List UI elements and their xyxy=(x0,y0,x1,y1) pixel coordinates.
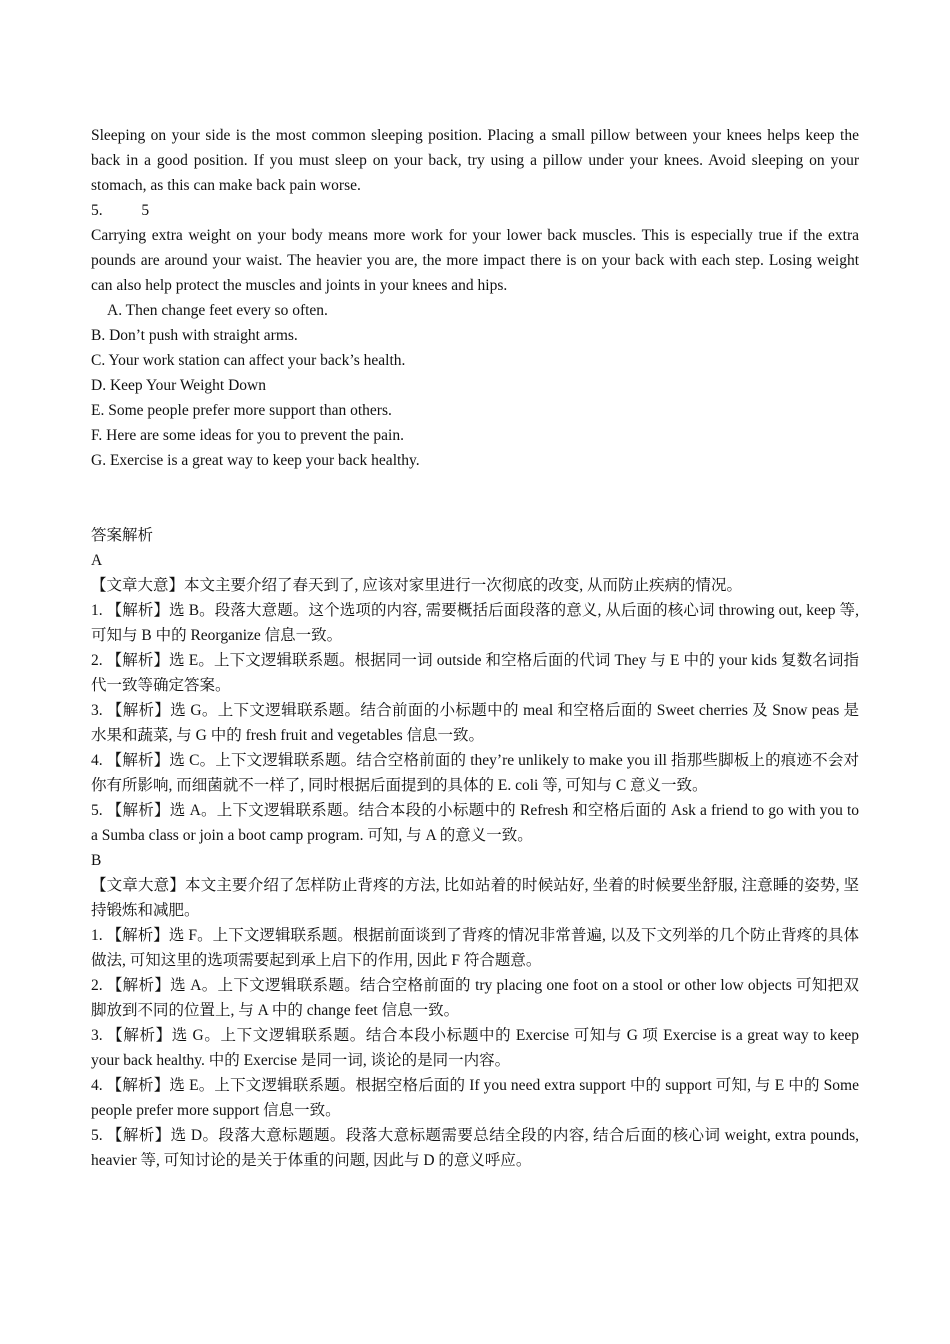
document-content xyxy=(91,123,859,1173)
section-b-answer-3: 3. 【解析】选 G。上下文逻辑联系题。结合本段小标题中的 Exercise 可知与 G 项 Exercise is a great way to keep your back healthy. 中的 Exercise 是同一词, 谈论的是同一内容。 xyxy=(91,1027,859,1069)
option-b: B. Don’t push with straight arms. xyxy=(91,327,298,344)
section-b-answer-2: 2. 【解析】选 A。上下文逻辑联系题。结合空格前面的 try placing one foot on a stool or other low objects 可知把双脚放到不同的位置上, 与 A 中的 change feet 信息一致。 xyxy=(91,977,859,1019)
section-a-answer-2: 2. 【解析】选 E。上下文逻辑联系题。根据同一词 outside 和空格后面的代词 They 与 E 中的 your kids 复数名词指代一致等确定答案。 xyxy=(91,652,859,694)
option-c: C. Your work station can affect your back’s health. xyxy=(91,352,406,369)
section-a-answer-3: 3. 【解析】选 G。上下文逻辑联系题。结合前面的小标题中的 meal 和空格后面的 Sweet cherries 及 Snow peas 是水果和蔬菜, 与 G 中的 fresh fruit and vegetables 信息一致。 xyxy=(91,702,859,744)
section-a-answer-4: 4. 【解析】选 C。上下文逻辑联系题。结合空格前面的 they’re unlikely to make you ill 指那些脚板上的痕迹不会对你有所影响, 而细菌就不一样了, 同时根据后面提到的具体的 E. coli 等, 可知与 C 意义一致。 xyxy=(91,752,859,794)
option-d: D. Keep Your Weight Down xyxy=(91,377,266,394)
section-b-label: B xyxy=(91,852,102,869)
section-a-summary: 【文章大意】本文主要介绍了春天到了, 应该对家里进行一次彻底的改变, 从而防止疾病的情况。 xyxy=(91,577,743,594)
section-a-answer-5: 5. 【解析】选 A。上下文逻辑联系题。结合本段的小标题中的 Refresh 和空格后面的 Ask a friend to go with you to a Sumba class or join a boot camp program. 可知, 与 A 的意义一致。 xyxy=(91,802,859,844)
section-a-label: A xyxy=(91,552,103,569)
answers-section-b xyxy=(91,848,859,1173)
section-b-summary: 【文章大意】本文主要介绍了怎样防止背疼的方法, 比如站着的时候站好, 坐着的时候要坐舒服, 注意睡的姿势, 坚持锻炼和减肥。 xyxy=(91,877,859,919)
option-g: G. Exercise is a great way to keep your back healthy. xyxy=(91,452,420,469)
section-b-answer-4: 4. 【解析】选 E。上下文逻辑联系题。根据空格后面的 If you need extra support 中的 support 可知, 与 E 中的 Some people prefer more support 信息一致。 xyxy=(91,1077,859,1119)
option-e: E. Some people prefer more support than others. xyxy=(91,402,392,419)
section-b-answer-5: 5. 【解析】选 D。段落大意标题题。段落大意标题需要总结全段的内容, 结合后面的核心词 weight, extra pounds, heavier 等, 可知讨论的是关于体重的问题, 因此与 D 的意义呼应。 xyxy=(91,1127,859,1169)
answers-title: 答案解析 xyxy=(91,527,154,544)
spacer xyxy=(91,473,859,523)
weight-paragraph: Carrying extra weight on your body means more work for your lower back muscles. This is especially true if the extra pounds are around your waist. The heavier you are, the more impact there is on your back with each step. Losing weight can also help protect the muscles and joints in your knees and hips. xyxy=(91,227,859,294)
options-list xyxy=(91,298,859,473)
section-b-answer-1: 1. 【解析】选 F。上下文逻辑联系题。根据前面谈到了背疼的情况非常普遍, 以及下文列举的几个防止背疼的具体做法, 可知这里的选项需要起到承上启下的作用, 因此 F 符合题意。 xyxy=(91,927,859,969)
section-a-answer-1: 1. 【解析】选 B。段落大意题。这个选项的内容, 需要概括后面段落的意义, 从后面的核心词 throwing out, keep 等, 可知与 B 中的 Reorganize 信息一致。 xyxy=(91,602,859,644)
option-f: F. Here are some ideas for you to prevent the pain. xyxy=(91,427,404,444)
option-a: A. Then change feet every so often. xyxy=(107,302,328,319)
sleep-paragraph: Sleeping on your side is the most common sleeping position. Placing a small pillow between your knees helps keep the back in a good position. If you must sleep on your back, try using a pillow under your knees. Avoid sleeping on your stomach, as this can make back pain worse. xyxy=(91,127,859,194)
answers-section-a xyxy=(91,548,859,848)
item-heading-5: 5. 5 xyxy=(91,202,150,219)
